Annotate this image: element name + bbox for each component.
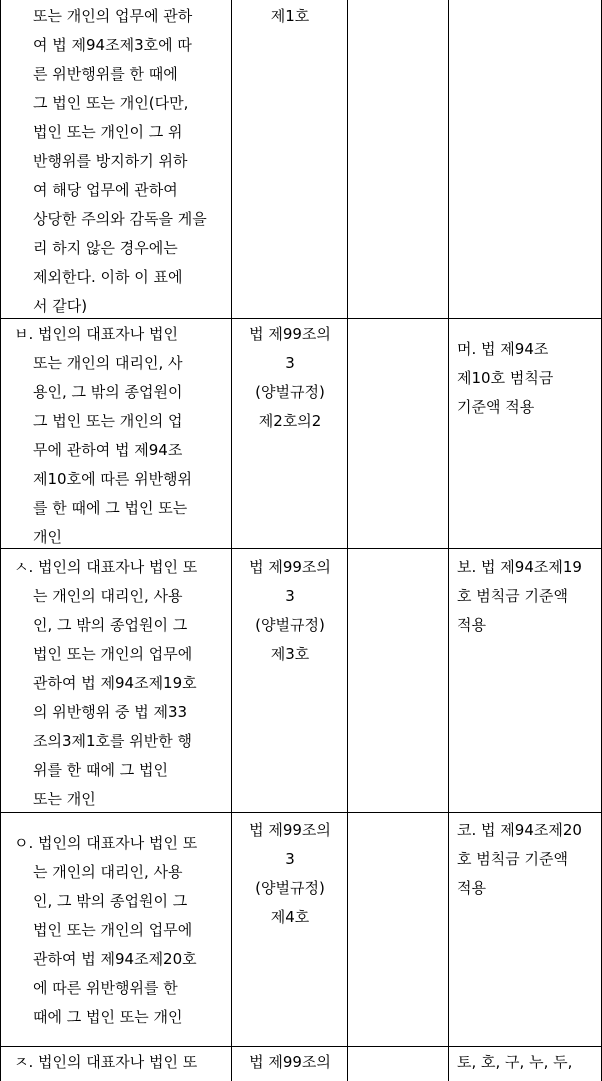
row-text-line: 여 해당 업무에 관하여 [33,181,178,199]
column-divider-3 [448,0,449,1081]
row-text-line: 에 따른 위반행위를 한 [33,979,178,997]
row-text-line: ㅇ. 법인의 대표자나 법인 또 [14,834,198,852]
row-divider [0,1046,602,1047]
row-text-line: 조의3제1호를 위반한 행 [33,732,193,750]
row-text-line: 또는 개인 [33,790,96,808]
row-text-line: ㅅ. 법인의 대표자나 법인 또 [14,558,198,576]
table-border-left [0,0,1,1081]
row-text-line: 법인 또는 개인의 업무에 [33,921,193,939]
row-text-line: 서 같다) [33,297,88,315]
row-text-line: 무에 관하여 법 제94조 [33,441,183,459]
legal-basis-cell: 제2호의2 [258,412,322,430]
row-text-line: 반행위를 방지하기 위하 [33,152,188,170]
legal-basis-cell: (양벌규정) [255,383,325,401]
row-text-line: ㅈ. 법인의 대표자나 법인 또 [14,1053,198,1071]
row-text-line: 리 하지 않은 경우에는 [33,239,178,257]
legal-basis-cell: (양벌규정) [255,616,325,634]
row-text-line: ㅂ. 법인의 대표자나 법인 [14,325,178,343]
legal-basis-cell: 3 [285,850,295,868]
row-text-line: 그 법인 또는 개인의 업 [33,412,183,430]
row-text-line: 용인, 그 밖의 종업원이 [33,383,183,401]
row-text-line: 인, 그 밖의 종업원이 그 [33,616,188,634]
penalty-note-cell: 머. 법 제94조 [457,340,549,358]
penalty-note-cell: 제10호 범칙금 [457,369,554,387]
row-text-line: 때에 그 법인 또는 개인 [33,1008,183,1026]
penalty-note-cell: 토, 호, 구, 누, 두, [457,1053,573,1071]
penalty-note-cell: 기준액 적용 [457,398,535,416]
legal-basis-cell: 법 제99조의 [249,325,331,343]
penalty-note-cell: 호 범칙금 기준액 [457,850,568,868]
row-text-line: 인, 그 밖의 종업원이 그 [33,892,188,910]
legal-basis-cell: 3 [285,587,295,605]
row-text-line: 는 개인의 대리인, 사용 [33,587,183,605]
row-text-line: 의 위반행위 중 법 제33 [33,703,188,721]
row-text-line: 법인 또는 개인이 그 위 [33,123,183,141]
penalty-note-cell: 호 범칙금 기준액 [457,587,568,605]
row-text-line: 는 개인의 대리인, 사용 [33,863,183,881]
row-divider [0,318,602,319]
row-text-line: 또는 개인의 업무에 관하 [33,7,193,25]
row-text-line: 그 법인 또는 개인(다만, [33,94,189,112]
row-text-line: 관하여 법 제94조제19호 [33,674,197,692]
row-text-line: 개인 [33,528,62,546]
row-text-line: 위를 한 때에 그 법인 [33,761,168,779]
row-text-line: 여 법 제94조제3호에 따 [33,36,192,54]
legal-basis-cell: 제4호 [270,908,310,926]
row-divider [0,548,602,549]
penalty-note-cell: 보. 법 제94조제19 [457,558,582,576]
row-divider [0,812,602,813]
legal-basis-cell: (양벌규정) [255,879,325,897]
legal-basis-cell: 3 [285,354,295,372]
row-text-line: 제외한다. 이하 이 표에 [33,268,183,286]
legal-basis-cell: 제3호 [270,645,310,663]
penalty-note-cell: 적용 [457,879,486,897]
penalty-note-cell: 적용 [457,616,486,634]
legal-basis-cell: 법 제99조의 [249,821,331,839]
legal-basis-cell: 법 제99조의 [249,1053,331,1071]
row-text-line: 또는 개인의 대리인, 사 [33,354,183,372]
row-text-line: 법인 또는 개인의 업무에 [33,645,193,663]
legal-basis-cell: 제1호 [270,7,310,25]
legal-basis-cell: 법 제99조의 [249,558,331,576]
row-text-line: 제10호에 따른 위반행위 [33,470,193,488]
penalty-note-cell: 코. 법 제94조제20 [457,821,582,839]
row-text-line: 관하여 법 제94조제20호 [33,950,197,968]
row-text-line: 를 한 때에 그 법인 또는 [33,499,188,517]
column-divider-2 [347,0,348,1081]
row-text-line: 른 위반행위를 한 때에 [33,65,178,83]
row-text-line: 상당한 주의와 감독을 게을 [33,210,207,228]
